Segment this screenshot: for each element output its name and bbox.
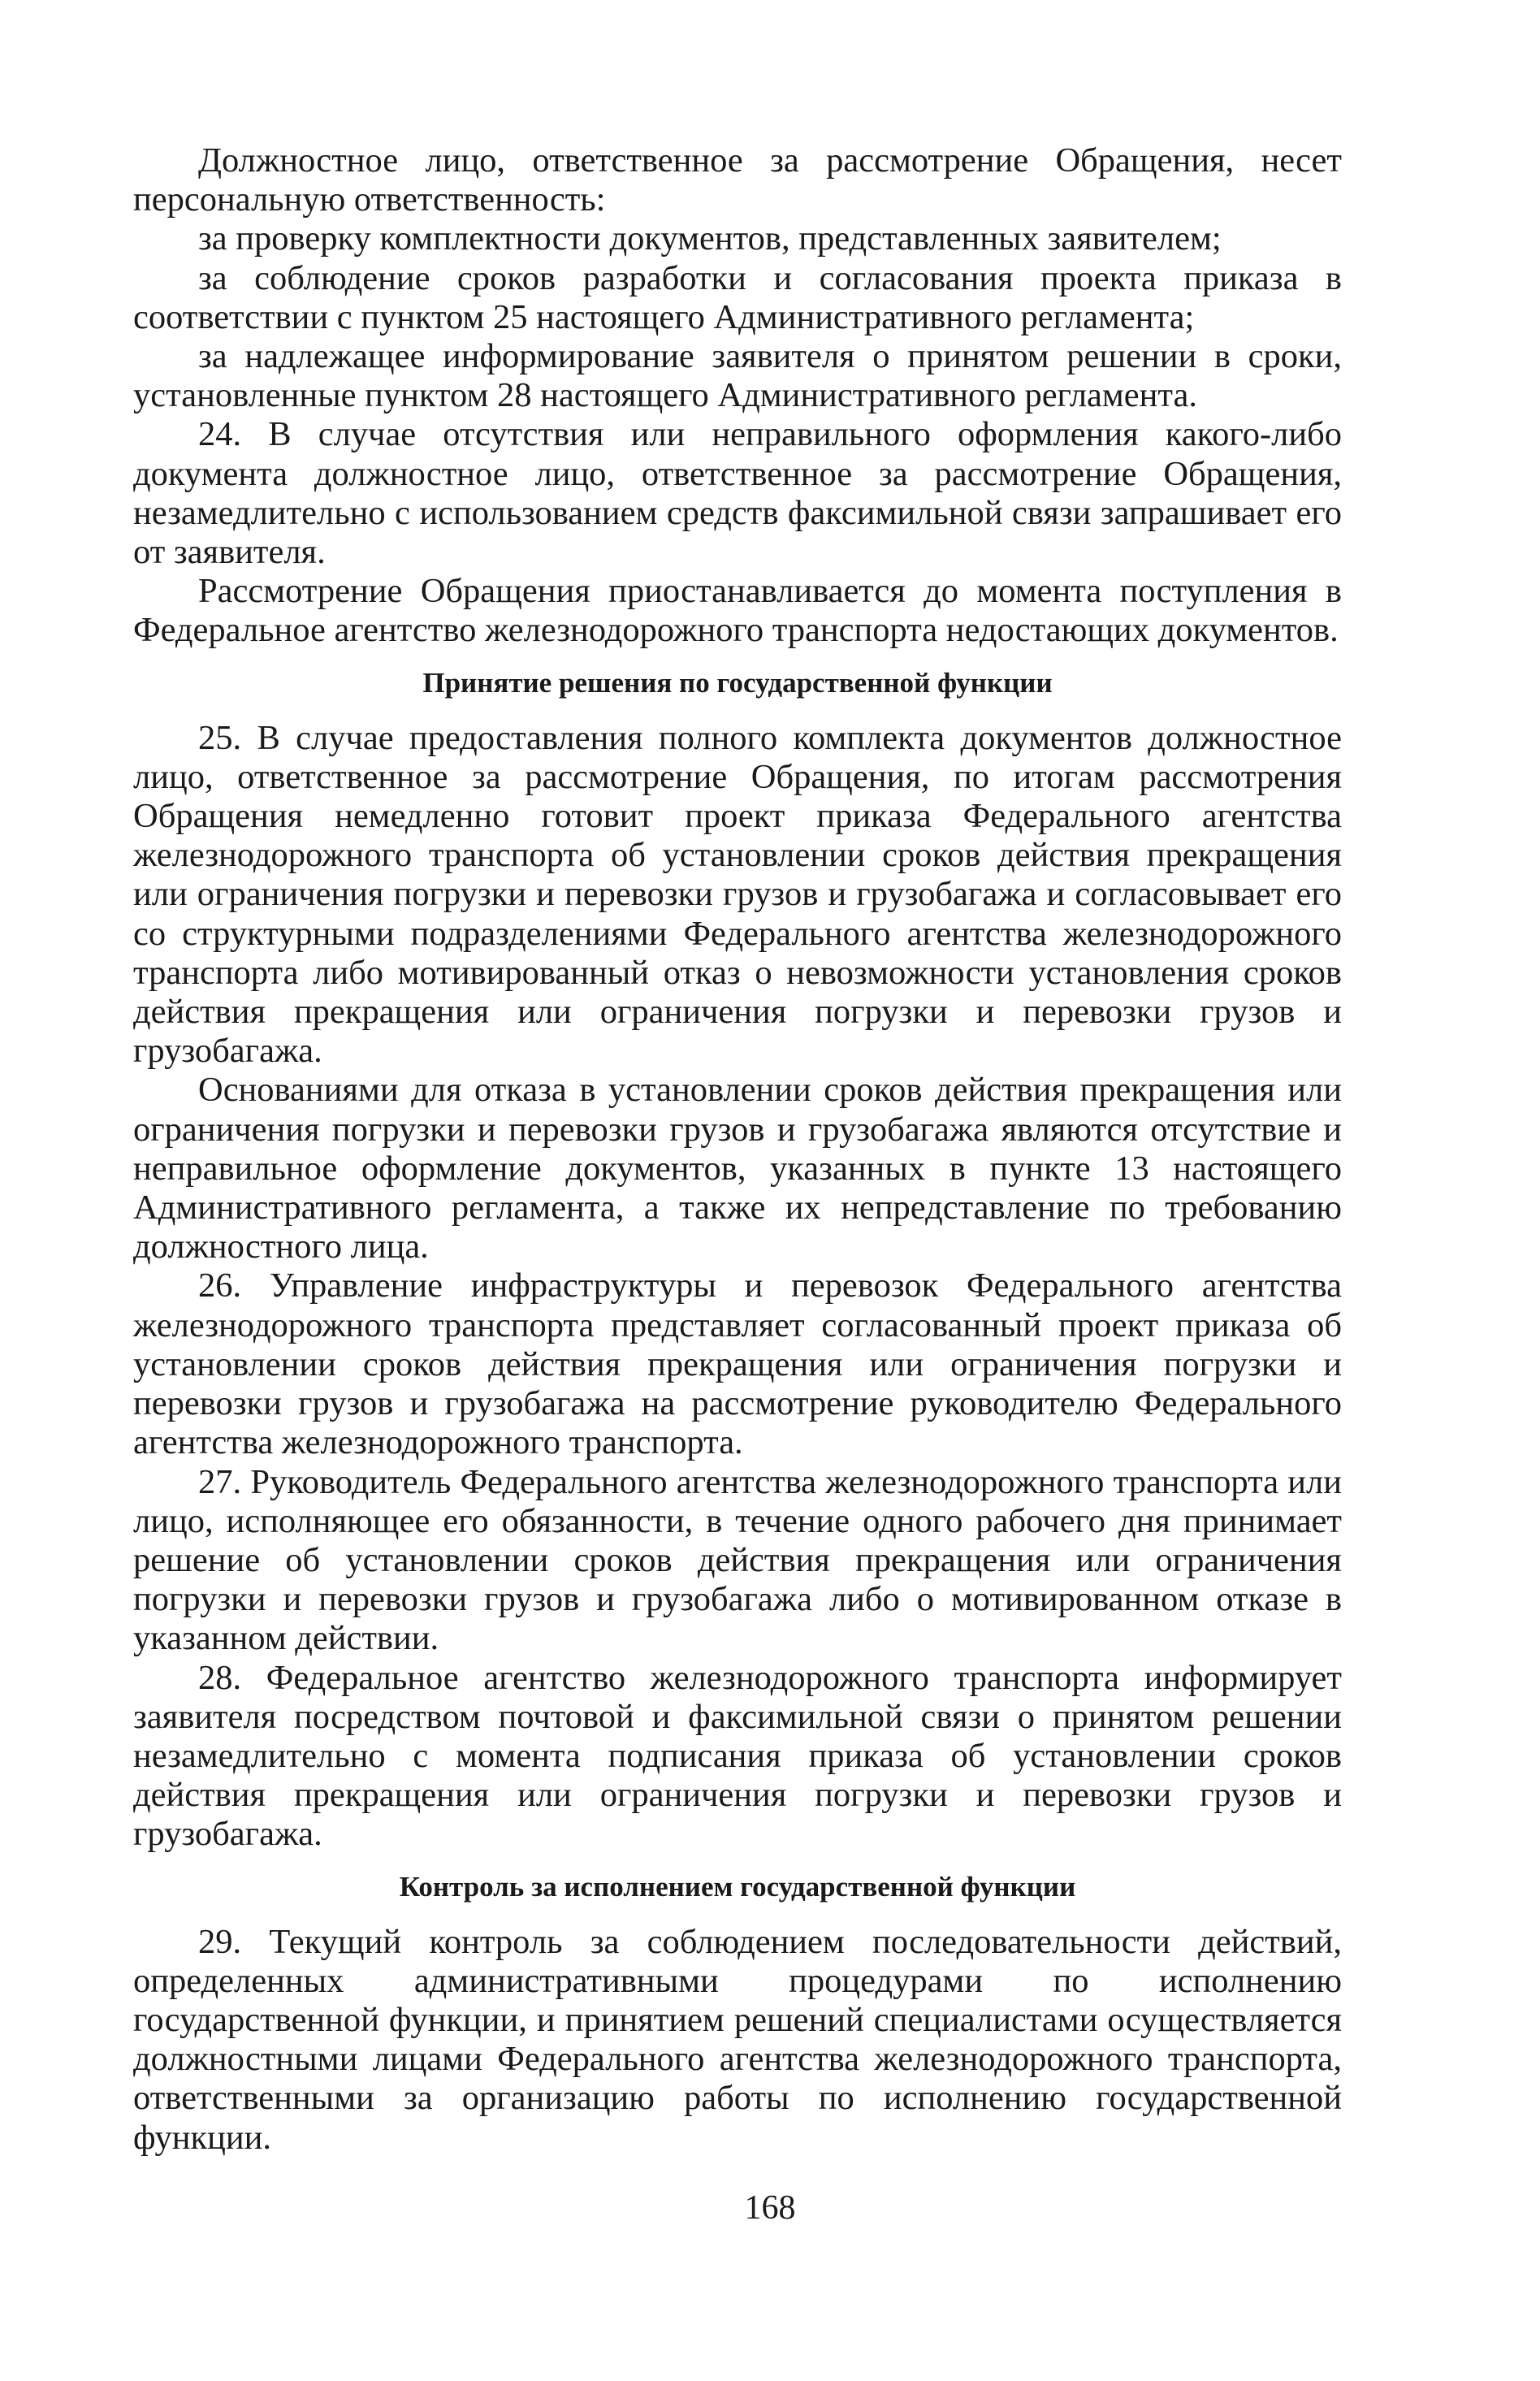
paragraph-suspension: Рассмотрение Обращения приостанавливается до момента поступления в Федеральное агентство железнодорожного транспорта недостающих документов. [133,572,1342,650]
paragraph-item-26: 26. Управление инфраструктуры и перевозок Федерального агентства железнодорожного транспорта представляет согласованный проект приказа об установлении сроков действия прекращения или ограничения погрузки и перевозки грузов и грузобагажа на рассмотрение руководителю Федерального агентства железнодорожного транспорта. [133,1266,1342,1462]
paragraph-responsibility-intro: Должностное лицо, ответственное за рассмотрение Обращения, несет персональную ответственность: [133,141,1342,219]
paragraph-item-25: 25. В случае предоставления полного комплекта документов должностное лицо, ответственное за рассмотрение Обращения, по итогам рассмотрения Обращения немедленно готовит проект приказа Федерального агентства железнодорожного транспорта об установлении сроков действия прекращения или ограничения погрузки и перевозки грузов и грузобагажа и согласовывает его со структурными подразделениями Федерального агентства железнодорожного транспорта либо мотивированный отказ о невозможности установления сроков действия прекращения или ограничения погрузки и перевозки грузов и грузобагажа. [133,718,1342,1071]
paragraph-refusal-grounds: Основаниями для отказа в установлении сроков действия прекращения или ограничения погрузки и перевозки грузов и грузобагажа являются отсутствие и неправильное оформление документов, указанных в пункте 13 настоящего Административного регламента, а также их непредставление по требованию должностного лица. [133,1071,1342,1266]
document-page [133,141,1342,2158]
paragraph-item-29: 29. Текущий контроль за соблюдением последовательности действий, определенных административными процедурами по исполнению государственной функции, и принятием решений специалистами осуществляется должностными лицами Федерального агентства железнодорожного транспорта, ответственными за организацию работы по исполнению государственной функции. [133,1922,1342,2157]
paragraph-item-28: 28. Федеральное агентство железнодорожного транспорта информирует заявителя посредством почтовой и факсимильной связи о принятом решении незамедлительно с момента подписания приказа об установлении сроков действия прекращения или ограничения погрузки и перевозки грузов и грузобагажа. [133,1658,1342,1854]
paragraph-item-27: 27. Руководитель Федерального агентства железнодорожного транспорта или лицо, исполняющее его обязанности, в течение одного рабочего дня принимает решение об установлении сроков действия прекращения или ограничения погрузки и перевозки грузов и грузобагажа либо о мотивированном отказе в указанном действии. [133,1462,1342,1658]
paragraph-responsibility-completeness: за проверку комплектности документов, представленных заявителем; [198,219,1222,258]
paragraph-responsibility-informing: за надлежащее информирование заявителя о принятом решении в сроки, установленные пунктом 28 настоящего Административного регламента. [133,337,1342,415]
paragraph-responsibility-deadlines: за соблюдение сроков разработки и согласования проекта приказа в соответствии с пунктом 25 настоящего Административного регламента; [133,258,1342,336]
section-heading-control: Контроль за исполнением государственной функции [399,1870,1076,1903]
section-heading-decision: Принятие решения по государственной функции [422,666,1053,699]
page-number: 168 [744,2189,796,2227]
paragraph-item-24: 24. В случае отсутствия или неправильного оформления какого-либо документа должностное лицо, ответственное за рассмотрение Обращения, незамедлительно с использованием средств факсимильной связи запрашивает его от заявителя. [133,415,1342,572]
